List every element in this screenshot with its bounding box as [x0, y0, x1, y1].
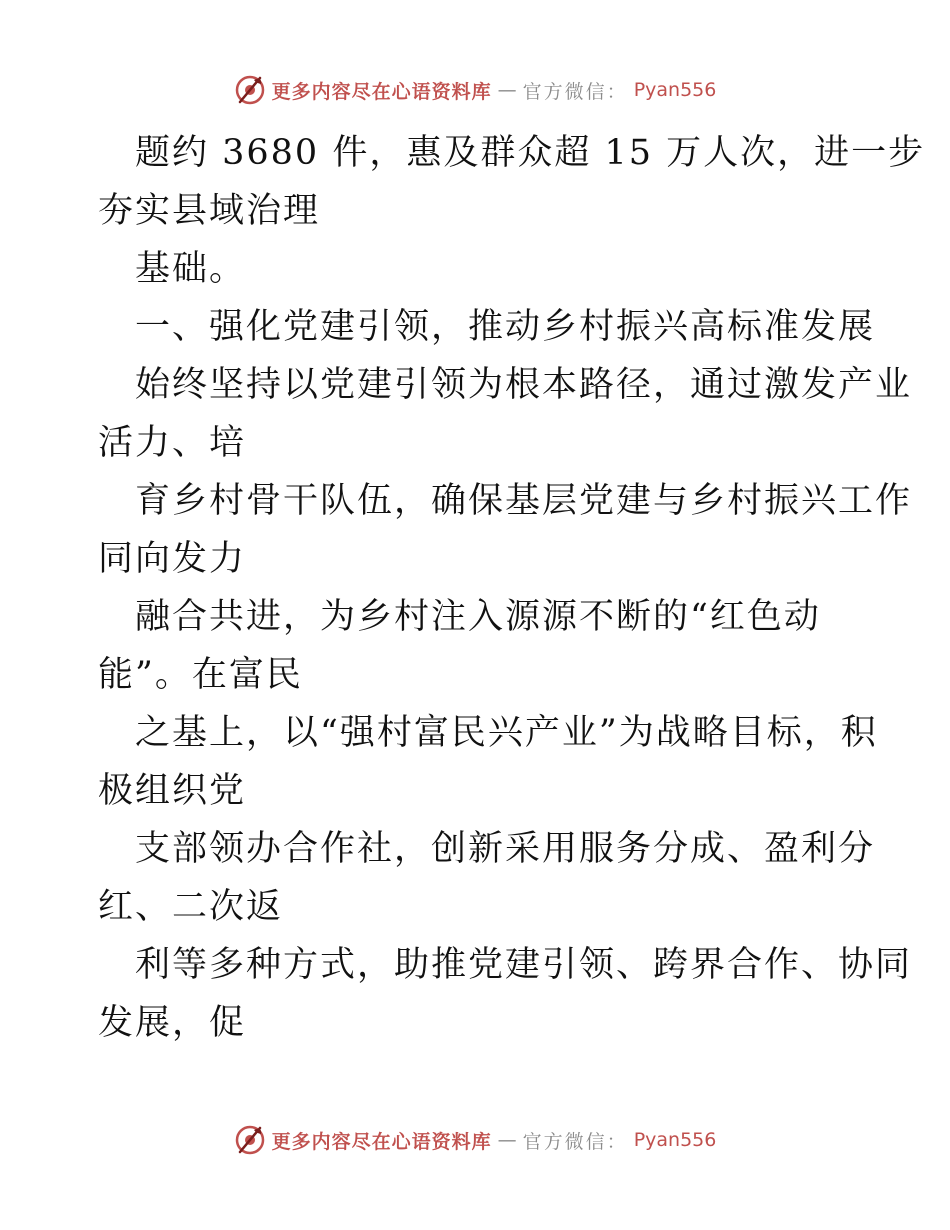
paragraph-line: 夯实县域治理	[98, 191, 321, 231]
watermark-dash: —	[497, 1129, 517, 1151]
paragraph-line: 育乡村骨干队伍，确保基层党建与乡村振兴工作	[135, 481, 913, 521]
watermark-label: 官方微信：	[522, 80, 628, 103]
paragraph-line: 红、二次返	[98, 887, 284, 927]
quill-logo-icon	[234, 1124, 266, 1156]
paragraph-line: 题约 3680 件，惠及群众超 15 万人次，进一步	[135, 133, 926, 173]
watermark-title: 更多内容尽在心语资料库	[271, 80, 492, 103]
watermark-label: 官方微信：	[522, 1130, 628, 1153]
paragraph-line: 能”。在富民	[98, 655, 303, 695]
paragraph-line: 支部领办合作社，创新采用服务分成、盈利分	[135, 829, 876, 869]
header-watermark	[0, 70, 950, 110]
watermark-title: 更多内容尽在心语资料库	[271, 1130, 492, 1153]
paragraph-line: 之基上，以“强村富民兴产业”为战略目标，积	[135, 713, 878, 753]
watermark-wechat-id: Pyan556	[633, 79, 717, 101]
paragraph-line: 同向发力	[98, 539, 247, 579]
paragraph-line: 极组织党	[98, 771, 247, 811]
section-heading: 一、强化党建引领，推动乡村振兴高标准发展	[135, 307, 876, 347]
paragraph-line: 利等多种方式，助推党建引领、跨界合作、协同	[135, 945, 913, 985]
document-body	[98, 124, 926, 1052]
watermark-dash: —	[497, 79, 517, 101]
quill-logo-icon	[234, 74, 266, 106]
watermark-wechat-id: Pyan556	[633, 1129, 717, 1151]
paragraph-line: 始终坚持以党建引领为根本路径，通过激发产业	[135, 365, 913, 405]
paragraph-line: 基础。	[135, 249, 247, 289]
paragraph-line: 融合共进，为乡村注入源源不断的“红色动	[135, 597, 821, 637]
paragraph-line: 发展，促	[98, 1003, 247, 1043]
footer-watermark	[0, 1120, 950, 1160]
paragraph-line: 活力、培	[98, 423, 247, 463]
